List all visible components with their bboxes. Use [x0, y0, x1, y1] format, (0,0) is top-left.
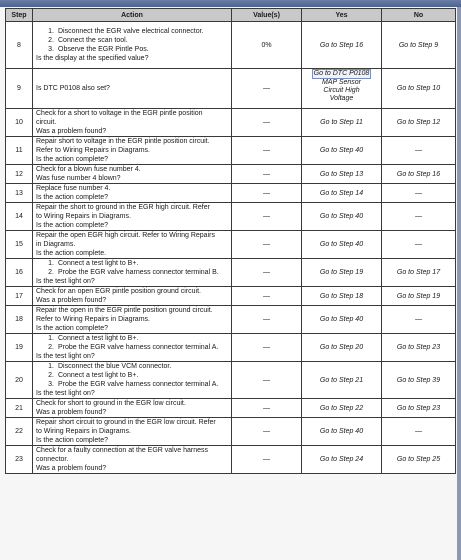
action-line — [36, 324, 228, 333]
action-line — [36, 249, 228, 258]
no-cell: Go to Step 10 — [382, 69, 456, 109]
action-line — [36, 231, 228, 240]
table-row — [6, 399, 456, 418]
step-number: 19 — [6, 334, 33, 362]
value-cell: — — [232, 418, 302, 446]
action-line-text: Probe the EGR valve harness connector terminal B. — [58, 269, 219, 276]
action-cell — [33, 334, 232, 362]
step-number: 14 — [6, 203, 33, 231]
action-line-text: Is DTC P0108 also set? — [36, 85, 110, 92]
value-cell: — — [232, 446, 302, 474]
action-line-text: Observe the EGR Pintle Pos. — [58, 46, 149, 53]
action-cell — [33, 109, 232, 137]
action-line — [36, 352, 228, 361]
step-number: 21 — [6, 399, 33, 418]
action-line — [36, 54, 228, 63]
table-row — [6, 259, 456, 287]
action-cell — [33, 287, 232, 306]
action-line — [36, 380, 228, 389]
header-step: Step — [6, 9, 33, 22]
action-line-text: Is the action complete? — [36, 194, 108, 201]
value-cell: — — [232, 184, 302, 203]
action-line — [36, 334, 228, 343]
yes-cell: Go to Step 20 — [302, 334, 382, 362]
action-line — [36, 296, 228, 305]
table-row — [6, 184, 456, 203]
action-line-text: Disconnect the blue VCM connector. — [58, 363, 172, 370]
action-line-text: Repair short to voltage in the EGR pintle position circuit. — [36, 138, 210, 145]
action-line-text: Is the action complete? — [36, 325, 108, 332]
action-line — [36, 343, 228, 352]
action-line — [36, 45, 228, 54]
action-line-text: Connect a test light to B+. — [58, 335, 139, 342]
action-line — [36, 259, 228, 268]
step-number: 11 — [6, 137, 33, 165]
yes-cell: Go to Step 14 — [302, 184, 382, 203]
table-row — [6, 137, 456, 165]
action-line-text: Connect the scan tool. — [58, 37, 128, 44]
yes-cell: Go to Step 40 — [302, 306, 382, 334]
table-row — [6, 446, 456, 474]
action-line-number: 2. — [48, 372, 54, 379]
action-cell — [33, 184, 232, 203]
window-top-bar — [0, 0, 461, 7]
no-cell: Go to Step 23 — [382, 399, 456, 418]
yes-cell: Go to Step 40 — [302, 203, 382, 231]
table-row — [6, 109, 456, 137]
header-no: No — [382, 9, 456, 22]
action-line-text: to Wiring Repairs in Diagrams. — [36, 213, 131, 220]
action-line-text: Repair the short to ground in the EGR high circuit. Refer — [36, 204, 210, 211]
table-body — [6, 22, 456, 474]
action-line — [36, 165, 228, 174]
yes-cell — [302, 69, 382, 109]
action-cell — [33, 231, 232, 259]
action-line-text: Is the action complete? — [36, 437, 108, 444]
action-line-text: Is the test light on? — [36, 278, 95, 285]
action-line — [36, 36, 228, 45]
no-cell: — — [382, 184, 456, 203]
action-line-text: Is the action complete. — [36, 250, 107, 257]
value-cell: — — [232, 165, 302, 184]
action-line-text: Is the action complete? — [36, 222, 108, 229]
yes-cell: Go to Step 11 — [302, 109, 382, 137]
action-line — [36, 315, 228, 324]
table-row — [6, 306, 456, 334]
action-line — [36, 455, 228, 464]
no-cell: Go to Step 12 — [382, 109, 456, 137]
value-cell: — — [232, 69, 302, 109]
action-line-text: Is the test light on? — [36, 390, 95, 397]
step-number: 16 — [6, 259, 33, 287]
action-line — [36, 436, 228, 445]
action-cell — [33, 259, 232, 287]
action-line — [36, 446, 228, 455]
action-line-text: Replace fuse number 4. — [36, 185, 111, 192]
action-line-number: 1. — [48, 260, 54, 267]
action-line — [36, 137, 228, 146]
window-side-border — [457, 7, 461, 560]
action-line-text: Was a problem found? — [36, 465, 107, 472]
action-line-number: 1. — [48, 363, 54, 370]
yes-cell: Go to Step 40 — [302, 418, 382, 446]
action-cell — [33, 165, 232, 184]
action-line-text: Connect a test light to B+. — [58, 260, 139, 267]
action-line — [36, 109, 228, 118]
action-line — [36, 371, 228, 380]
value-cell: — — [232, 109, 302, 137]
action-line-number: 3. — [48, 46, 54, 53]
action-line — [36, 362, 228, 371]
step-number: 12 — [6, 165, 33, 184]
step-number: 17 — [6, 287, 33, 306]
action-line-number: 3. — [48, 381, 54, 388]
action-cell — [33, 362, 232, 399]
step-number: 22 — [6, 418, 33, 446]
yes-cell: Go to Step 40 — [302, 231, 382, 259]
step-number: 18 — [6, 306, 33, 334]
no-cell: — — [382, 137, 456, 165]
action-line — [36, 389, 228, 398]
no-cell: Go to Step 17 — [382, 259, 456, 287]
no-cell: Go to Step 9 — [382, 22, 456, 69]
table-row — [6, 334, 456, 362]
action-line — [36, 174, 228, 183]
action-line-text: circuit. — [36, 119, 57, 126]
no-cell: Go to Step 25 — [382, 446, 456, 474]
action-line-text: Repair the open EGR high circuit. Refer to Wiring Repairs — [36, 232, 215, 239]
action-cell — [33, 418, 232, 446]
step-number: 15 — [6, 231, 33, 259]
header-action: Action — [33, 9, 232, 22]
yes-cell: Go to Step 19 — [302, 259, 382, 287]
table-row — [6, 165, 456, 184]
no-cell: Go to Step 23 — [382, 334, 456, 362]
no-cell: Go to Step 19 — [382, 287, 456, 306]
action-line-text: Is the test light on? — [36, 353, 95, 360]
action-line — [36, 184, 228, 193]
action-line — [36, 27, 228, 36]
action-cell — [33, 137, 232, 165]
action-line — [36, 464, 228, 473]
action-line-text: Connect a test light to B+. — [58, 372, 139, 379]
value-cell: — — [232, 259, 302, 287]
action-line-text: Was a problem found? — [36, 128, 107, 135]
action-line-text: Repair the open in the EGR pintle position ground circuit. — [36, 307, 213, 314]
step-number: 13 — [6, 184, 33, 203]
action-line-text: Check for a blown fuse number 4. — [36, 166, 141, 173]
table-row — [6, 362, 456, 399]
action-line-text: in Diagrams. — [36, 241, 76, 248]
step-number: 9 — [6, 69, 33, 109]
no-cell: — — [382, 231, 456, 259]
action-line-number: 2. — [48, 344, 54, 351]
no-cell: Go to Step 16 — [382, 165, 456, 184]
action-line-text: Was a problem found? — [36, 297, 107, 304]
action-line-text: Check for a faulty connection at the EGR valve harness — [36, 447, 208, 454]
no-cell: — — [382, 203, 456, 231]
value-cell: — — [232, 287, 302, 306]
action-cell — [33, 306, 232, 334]
action-line — [36, 146, 228, 155]
action-line — [36, 427, 228, 436]
table-header-row — [6, 9, 456, 22]
action-line-text: connector. — [36, 456, 69, 463]
yes-cell: Go to Step 40 — [302, 137, 382, 165]
yes-cell: Go to Step 21 — [302, 362, 382, 399]
action-line-text: Is the display at the specified value? — [36, 55, 149, 62]
action-line-text: Disconnect the EGR valve electrical connector. — [58, 28, 204, 35]
table-row — [6, 22, 456, 69]
action-line — [36, 84, 228, 93]
table-row — [6, 69, 456, 109]
no-cell: — — [382, 306, 456, 334]
action-line-text: Is the action complete? — [36, 156, 108, 163]
yes-cell: Go to Step 18 — [302, 287, 382, 306]
yes-cell: Go to Step 13 — [302, 165, 382, 184]
action-cell — [33, 446, 232, 474]
diagnostic-steps-table — [5, 8, 456, 474]
action-line — [36, 399, 228, 408]
step-number: 20 — [6, 362, 33, 399]
step-number: 23 — [6, 446, 33, 474]
no-cell: — — [382, 418, 456, 446]
yes-line: MAP Sensor — [321, 79, 362, 86]
value-cell: — — [232, 362, 302, 399]
action-line-text: Probe the EGR valve harness connector terminal A. — [58, 381, 219, 388]
action-line — [36, 155, 228, 164]
action-line — [36, 277, 228, 286]
action-line — [36, 287, 228, 296]
action-cell — [33, 22, 232, 69]
action-line-number: 1. — [48, 28, 54, 35]
action-line — [36, 418, 228, 427]
table-row — [6, 231, 456, 259]
yes-cell: Go to Step 24 — [302, 446, 382, 474]
action-line-text: to Wiring Repairs in Diagrams. — [36, 428, 131, 435]
table-row — [6, 203, 456, 231]
value-cell: — — [232, 334, 302, 362]
value-cell: — — [232, 137, 302, 165]
value-cell: — — [232, 203, 302, 231]
action-line — [36, 118, 228, 127]
yes-line: Circuit High — [323, 87, 360, 94]
action-line — [36, 240, 228, 249]
action-line-text: Was fuse number 4 blown? — [36, 175, 121, 182]
action-line — [36, 203, 228, 212]
action-line — [36, 212, 228, 221]
action-line-text: Check for an open EGR pintle position ground circuit. — [36, 288, 201, 295]
value-cell: — — [232, 399, 302, 418]
value-cell: — — [232, 306, 302, 334]
header-values: Value(s) — [232, 9, 302, 22]
table-row — [6, 287, 456, 306]
no-cell: Go to Step 39 — [382, 362, 456, 399]
table-row — [6, 418, 456, 446]
value-cell: — — [232, 231, 302, 259]
action-line-number: 2. — [48, 37, 54, 44]
value-cell: 0% — [232, 22, 302, 69]
header-yes: Yes — [302, 9, 382, 22]
action-line — [36, 221, 228, 230]
action-line-text: Check for a short to voltage in the EGR pintle position — [36, 110, 203, 117]
action-line-number: 2. — [48, 269, 54, 276]
yes-cell: Go to Step 22 — [302, 399, 382, 418]
dtc-p0108-link[interactable] — [305, 69, 378, 79]
step-number: 10 — [6, 109, 33, 137]
action-cell — [33, 69, 232, 109]
action-cell — [33, 399, 232, 418]
action-line-number: 1. — [48, 335, 54, 342]
action-line-text: Refer to Wiring Repairs in Diagrams. — [36, 316, 150, 323]
dtc-link-text[interactable]: Go to DTC P0108 — [313, 70, 370, 77]
yes-cell: Go to Step 16 — [302, 22, 382, 69]
action-line-text: Repair short circuit to ground in the EGR low circuit. Refer — [36, 419, 216, 426]
action-line — [36, 193, 228, 202]
action-line-text: Refer to Wiring Repairs in Diagrams. — [36, 147, 150, 154]
action-line — [36, 268, 228, 277]
action-line — [36, 306, 228, 315]
action-cell — [33, 203, 232, 231]
action-line-text: Probe the EGR valve harness connector terminal A. — [58, 344, 219, 351]
action-line — [36, 127, 228, 136]
step-number: 8 — [6, 22, 33, 69]
action-line-text: Was a problem found? — [36, 409, 107, 416]
action-line-text: Check for short to ground in the EGR low circuit. — [36, 400, 186, 407]
action-line — [36, 408, 228, 417]
yes-line: Voltage — [329, 95, 354, 102]
